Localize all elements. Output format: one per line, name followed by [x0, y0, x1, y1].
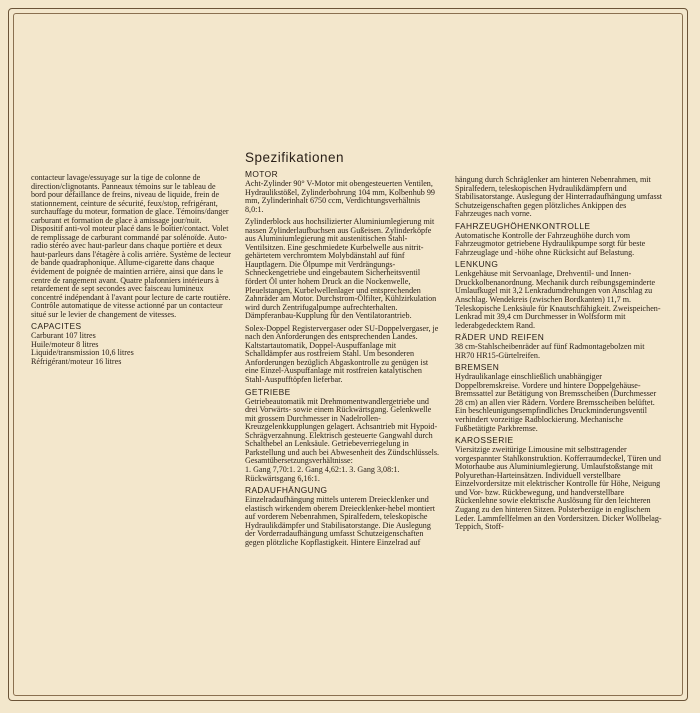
bremsen-paragraph: Hydraulikanlage einschließlich unabhängiger Doppelbremskreise. Vordere und hintere Doppelgehäuse-Bremssattel zur Betätigung von Bremsscheiben (Durchmesser 28 cm) an allen vier Rädern. Vordere Bremsscheiben belüftet. Ein beschleunigungsempfindliches Druckminderungsventil verhindert vorzeitige Radblockierung. Mechanische Fußbetätigte Parkbremse.: [455, 372, 657, 433]
section-heading-bremsen: BREMSEN: [455, 362, 500, 373]
section-heading-fahrzeughoehe: FAHRZEUGHÖHENKONTROLLE: [455, 220, 591, 231]
radaufhaengung-paragraph: Einzelradaufhängung mittels unterem Dreiecklenker und elastisch wirkendem oberem Dreiecklenker-hebel montiert auf vorderem Nebenrahmen, Spiralfedern, teleskopische Hydraulikdämpfer und Stabilisatorstange. Die Auslegung der Vorderradaufhängung umfasst Schutzeigenschaften gegen plötzliche Kopflastigkeit. Hintere Einzelrad auf: [245, 495, 435, 547]
capacity-coolant: Réfrigérant/moteur 16 litres: [31, 356, 122, 366]
getriebe-paragraph: Getriebeautomatik mit Drehmomentwandlergetriebe und drei Vorwärts- sowie einem Rückwärtsgang. Gelenkwelle mit grossem Durchmesser in Nadelrollen-Kreuzgelenkkupplungen gelagert. Achsantrieb mit Hypoid-Schrägverzahnung. Elektrisch gesteuerte Gangwahl durch Schalthebel an Lenksäule. Getriebeverriegelung in Parkstellung und auch bei Abwesenheit des Zündschlüssels. Gesamtübersetzungsverhältnisse:: [245, 396, 439, 466]
section-heading-capacites: CAPACITES: [31, 321, 82, 332]
section-heading-getriebe: GETRIEBE: [245, 386, 291, 397]
column-german-1: [245, 150, 440, 547]
motor-paragraph-2: Zylinderblock aus hochsilizierter Aluminiumlegierung mit nassen Zylinderlaufbuchsen aus Gußeisen. Zylinderköpfe aus Aluminiumlegierung mit austenitischen Stahl-Ventilsitzen. Eine geschmiedete Kurbelwelle aus nitrit-gehärtetem verchromtem Molybdänstahl auf fünf Hauptlagern. Die Ölpumpe mit Verdrängungs-Schneckengetriebe und eingebautem Sicherheitsventil fördert Öl unter hohem Druck an die Nockenwelle, Pleuelstangen, Kurbelwellenlager und entsprechenden Zahnräder am Motor. Durchstrom-Ölfilter, Kühlzirkulation wird durch Zentrifugalpumpe aufrechterhalten. Dämpferanbau-Kupplung für den Ventilatorantrieb.: [245, 217, 437, 321]
motor-paragraph-1: Acht-Zylinder 90° V-Motor mit obengesteuerten Ventilen, Hydraulikstößel, Zylinderbohrung 104 mm, Kolbenhub 99 mm, Zylinderinhalt 6750 ccm, Verdichtungsverhältnis 8,0:1.: [245, 179, 435, 214]
motor-paragraph-3: Solex-Doppel Registervergaser oder SU-Doppelvergaser, je nach den Anforderungen des entsprechenden Landes. Kaltstartautomatik, Doppel-Auspuffanlage mit Schalldämpfer aus rostfreiem Stahl. Um besonderen Anforderungen bezüglich Abgaskontrolle zu genügen ist eine Einzel-Auspuffanlage mit rostfreien katalytischen Stahl-Auspufftöpfen lieferbar.: [245, 323, 439, 385]
radaufhaengung-continued: hängung durch Schräglenker am hinteren Nebenrahmen, mit Spiralfedern, teleskopischen Hydraulikdämpfern und Stabilisatorstange. Auslegung der Hinterradaufhängung umfasst Schutzeigenschaften gegen plötzliches Ankippen des Fahrzeuges nach vorne.: [455, 175, 663, 219]
equipment-text: contacteur lavage/essuyage sur la tige de colonne de direction/clignotants. Panneaux témoins sur le tableau de bord pour défaillance de freins, niveau de liquide, frein de stationnement, ceinture de sécurité, feux/stop, refrigérant, surchauffage du moteur, formation de glace. Témoins/danger carburant et formation de glace à amissage jour/nuit. Dispositif anti-vol moteur placé dans le boîtier/contact. Volet de remplissage de carburant commandé par solénoïde. Auto-radio stéréo avec haut-parleur dans chaque portière et deux haut-parleurs dans l'étagère à colis arrière. Système de lecteur de bande quadraphonique. Allume-cigarette dans chaque évidement de poignée de maintien arrière, ainsi que dans le centre de rangement avant. Quatre plafonniers intérieurs à retardement de sept secondes avec faisceau lumineux concentré indépendant à l'avant pour lecture de carte routière. Contrôle automatique de vitesse actionné par un contacteur situé sur le levier de changement de vitesses.: [31, 173, 231, 319]
fahrzeughoehe-paragraph: Automatische Kontrolle der Fahrzeughöhe durch vom Fahrzeugmotor getriebene Hydraulikpumpe sorgt für beste Fahrzeuglage und -höhe ohne Rücksicht auf Belastung.: [455, 230, 646, 257]
raeder-paragraph: 38 cm-Stahlscheibenräder auf fünf Radmontagebolzen mit HR70 HR15-Gürtelreifen.: [455, 342, 645, 360]
lenkung-paragraph-2: Teleskopische Lenksäule für Knautschfähigkeit. Zweispeichen-Lenkrad mit 39,4 cm Durchmesser in Wolfsform mit lederabgedecktem Rand.: [455, 303, 661, 330]
lenkung-paragraph-1: Lenkgehäuse mit Servoanlage, Drehventil- und Innen-Druckkolbenanordnung. Mechanik durch reibungsgeminderte Umlaufkugel mit 3,2 Lenkradumdrehungen von Anschlag zu Anschlag. Wendekreis (zwischen Bordkanten) 11,7 m.: [455, 269, 656, 305]
section-heading-raeder: RÄDER UND REIFEN: [455, 332, 545, 343]
gear-ratios: 1. Gang 7,70:1. 2. Gang 4,62:1. 3. Gang 3,08:1. Rückwärtsgang 6,16:1.: [245, 464, 400, 483]
capacity-fuel: Carburant 107 litres: [31, 331, 96, 341]
section-heading-motor: MOTOR: [245, 169, 279, 179]
column-german-2: [455, 176, 663, 532]
section-heading-lenkung: LENKUNG: [455, 259, 499, 270]
capacity-transmission: Liquide/transmission 10,6 litres: [31, 348, 134, 358]
section-heading-karosserie: KAROSSERIE: [455, 435, 514, 446]
capacity-oil: Huile/moteur 8 litres: [31, 339, 99, 349]
karosserie-paragraph: Viersitzige zweitürige Limousine mit selbsttragender vorgespannter Stahlkonstruktion. Kofferraumdeckel, Türen und Motorhaube aus Aluminiumlegierung. Umlaufstoßstange mit Polyurethan-Harteinsätzen. Individuell verstellbare Einzelvordersitze mit elektrischer Kontrolle für Höhe, Neigung und Vor- bzw. Rückbewegung, und handverstellbare Rückenlehne sowie elektrische Auslösung für den leichteren Zugang zu den hinteren Sitzen. Polsterbezüge in englischem Leder. Lammfellfelmen an den Vordersitzen. Dicker Wollbelag-Teppich, Stoff-: [455, 445, 662, 532]
column-french: [31, 174, 231, 366]
page-title: Spezifikationen: [245, 150, 345, 165]
section-heading-radaufhaengung: RADAUFHÄNGUNG: [245, 485, 328, 496]
